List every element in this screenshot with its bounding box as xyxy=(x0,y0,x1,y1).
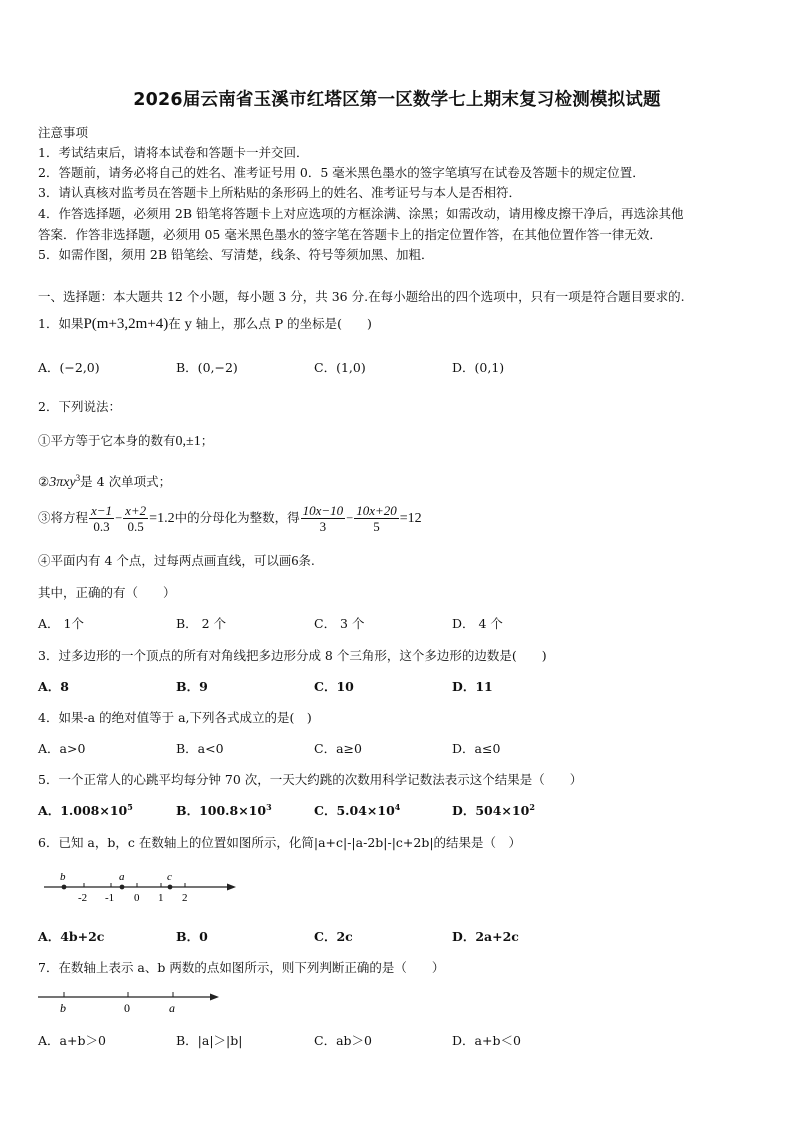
q5-a-exp: 5 xyxy=(127,801,133,812)
q1-option-b: B．(0,−2) xyxy=(176,360,238,375)
q4-option-b: B．a<0 xyxy=(176,741,224,756)
q5-c-exp: 4 xyxy=(394,801,401,812)
q6-arrow-icon xyxy=(227,884,236,891)
notice-item-1: 1．考试结束后，请将本试卷和答题卡一并交回． xyxy=(38,145,309,160)
q1-post: 在 y 轴上，那么点 P 的坐标是( ) xyxy=(168,316,372,331)
q3-option-c: C．10 xyxy=(314,679,354,694)
q2-s3-fraction-2 xyxy=(123,503,148,534)
q2-s3-f1-den: 0.3 xyxy=(93,519,110,534)
q7-label-0: 0 xyxy=(124,1001,130,1015)
q1-option-c: C．(1,0) xyxy=(314,360,366,375)
q2-s3-fraction-1 xyxy=(89,503,114,534)
q6-point-b xyxy=(62,885,67,890)
q1-option-d: D．(0,1) xyxy=(452,360,505,375)
q6-label-a: a xyxy=(119,871,125,883)
notice-heading: 注意事项 xyxy=(38,125,89,140)
q2-s3-f2-den: 0.5 xyxy=(127,519,144,534)
q3-option-a: A．8 xyxy=(38,679,69,694)
q2-s4-text: ④平面内有 4 个点，过每两点画直线，可以画 xyxy=(38,553,292,568)
q6-tick-label: -1 xyxy=(105,892,115,904)
q5-b-exp: 3 xyxy=(266,801,272,812)
q3-option-d: D．11 xyxy=(452,679,493,694)
q2-s1-post: ； xyxy=(200,433,214,448)
page-title: 2026届云南省玉溪市红塔区第一区数学七上期末复习检测模拟试题 xyxy=(133,90,661,110)
q6-point-c xyxy=(168,885,173,890)
q2-s3-eq1: =1.2 xyxy=(149,511,175,526)
q7-option-c: C．ab＞0 xyxy=(314,1033,372,1048)
q2-s3-f3-den: 3 xyxy=(319,519,327,534)
notice-item-2: 2．答题前，请务必将自己的姓名、准考证号用 0．5 毫米黑色墨水的签字笔填写在试卷及答题卡的规定位置． xyxy=(38,165,645,180)
question-3: 3．过多边形的一个顶点的所有对角线把多边形分成 8 个三角形，这个多边形的边数是( ) xyxy=(38,648,547,663)
q2-s3-text: ③将方程 xyxy=(38,510,89,525)
q2-s1-math: 0,±1 xyxy=(175,434,201,449)
q5-option-d xyxy=(452,801,535,819)
q1-expr: P(m+3,2m+4) xyxy=(83,316,169,332)
question-4: 4．如果-a 的绝对值等于 a,下列各式成立的是( ) xyxy=(38,710,312,725)
q2-s4-post: 条. xyxy=(298,553,315,568)
q6-option-b: B．0 xyxy=(176,929,208,944)
q2-statement-2 xyxy=(38,472,171,491)
q2-s3-fraction-3 xyxy=(301,503,346,534)
q2-s1-text: ①平方等于它本身的数有 xyxy=(38,433,176,448)
q2-s3-f4-num: 10x+20 xyxy=(356,503,397,518)
q7-label-a: a xyxy=(169,1001,175,1015)
q7-arrow-icon xyxy=(210,994,219,1001)
q2-s3-f4-den: 5 xyxy=(373,519,380,534)
q5-d-exp: 2 xyxy=(529,801,535,812)
q2-s4-num: 6 xyxy=(291,554,299,569)
q1-pre: 1．如果 xyxy=(38,316,84,331)
question-6: 6．已知 a，b，c 在数轴上的位置如图所示，化简|a+c|-|a-2b|-|c+2b|的结果是（ ） xyxy=(38,835,522,850)
q6-number-line xyxy=(40,868,240,908)
q2-s3-eq2: =12 xyxy=(399,511,422,526)
q2-statement-4 xyxy=(38,551,315,570)
q2-s3-fraction-4 xyxy=(354,503,399,534)
q7-number-line xyxy=(36,983,226,1019)
q2-s2-math: 3πxy xyxy=(49,475,76,490)
q6-tick-label: 0 xyxy=(134,892,140,904)
q2-s2-sup: 3 xyxy=(75,472,81,483)
q6-option-d: D．2a+2c xyxy=(452,929,519,944)
q7-label-b: b xyxy=(60,1001,66,1015)
q5-option-a xyxy=(38,801,133,819)
question-2: 2．下列说法： xyxy=(38,399,121,414)
q2-option-a: A． 1个 xyxy=(38,616,84,631)
q2-option-c: C． 3 个 xyxy=(314,616,365,631)
q7-option-a: A．a+b＞0 xyxy=(38,1033,106,1048)
q4-option-c: C．a≥0 xyxy=(314,741,362,756)
q2-s3-mid: 中的分母化为整数，得 xyxy=(174,510,300,525)
q5-option-b xyxy=(176,801,272,819)
q6-option-c: C．2c xyxy=(314,929,353,944)
q2-s3-minus-2: − xyxy=(346,511,354,525)
question-7: 7．在数轴上表示 a、b 两数的点如图所示，则下列判断正确的是（ ） xyxy=(38,960,445,975)
q5-b-text: B．100.8×10 xyxy=(176,803,267,818)
question-1 xyxy=(38,314,372,333)
q6-point-a xyxy=(120,885,125,890)
q2-option-b: B． 2 个 xyxy=(176,616,227,631)
question-5: 5．一个正常人的心跳平均每分钟 70 次，一天大约跳的次数用科学记数法表示这个结果是（ ） xyxy=(38,772,583,787)
q2-s3-f3-num: 10x−10 xyxy=(302,503,344,518)
notice-item-3: 3．请认真核对监考员在答题卡上所粘贴的条形码上的姓名、准考证号与本人是否相符． xyxy=(38,185,521,200)
q2-statement-3 xyxy=(38,503,422,534)
q2-statement-1 xyxy=(38,431,213,450)
notice-item-5: 5．如需作图，须用 2B 铅笔绘、写清楚，线条、符号等须加黑、加粗． xyxy=(38,247,434,262)
q2-s2-post: 是 4 次单项式； xyxy=(80,474,172,489)
q7-option-b: B．|a|＞|b| xyxy=(176,1033,243,1048)
q6-label-c: c xyxy=(167,871,172,883)
q4-option-a: A．a>0 xyxy=(38,741,86,756)
q2-s3-minus-1: − xyxy=(115,511,123,525)
q5-a-text: A．1.008×10 xyxy=(38,803,128,818)
q7-option-d: D．a+b＜0 xyxy=(452,1033,521,1048)
q2-s3-f2-num: x+2 xyxy=(125,503,147,518)
q6-tick-label: 1 xyxy=(158,892,164,904)
notice-item-4-cont: 答案．作答非选择题，必须用 05 毫米黑色墨水的签字笔在答题卡上的指定位置作答，在其他位置作答一律无效． xyxy=(38,227,662,242)
q3-option-b: B．9 xyxy=(176,679,208,694)
q6-tick-label: -2 xyxy=(78,892,88,904)
q2-option-d: D． 4 个 xyxy=(452,616,503,631)
q6-label-b: b xyxy=(60,871,66,883)
q5-c-text: C．5.04×10 xyxy=(314,803,395,818)
q6-option-a: A．4b+2c xyxy=(38,929,105,944)
notice-item-4: 4．作答选择题，必须用 2B 铅笔将答题卡上对应选项的方框涂满、涂黑；如需改动，请用橡皮擦干净后，再选涂其他 xyxy=(38,206,684,221)
q4-option-d: D．a≤0 xyxy=(452,741,501,756)
q5-option-c xyxy=(314,801,400,819)
q2-ask: 其中，正确的有（ ） xyxy=(38,585,176,600)
q5-d-text: D．504×10 xyxy=(452,803,530,818)
q2-s3-f1-num: x−1 xyxy=(91,503,113,518)
section-heading: 一、选择题：本大题共 12 个小题，每小题 3 分，共 36 分.在每小题给出的四个选项中，只有一项是符合题目要求的. xyxy=(38,289,685,304)
q1-option-a: A．(−2,0) xyxy=(38,360,100,375)
q2-s2-text: ② xyxy=(38,474,50,489)
q6-tick-label: 2 xyxy=(182,892,188,904)
